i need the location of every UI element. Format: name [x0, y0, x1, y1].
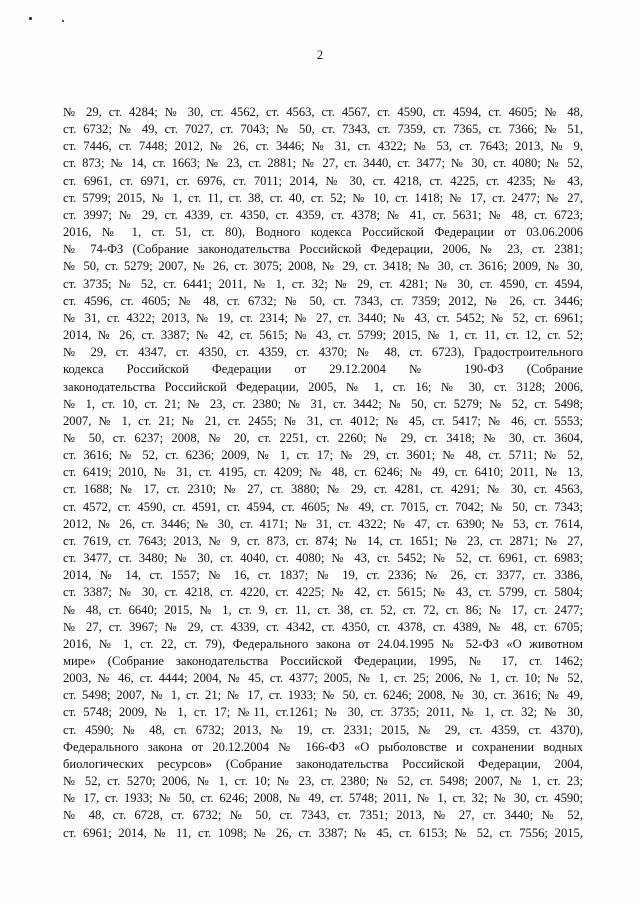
text-line: № 74-ФЗ (Собрание законодательства Российской Федерации, 2006, № 23, ст. 2381; — [63, 242, 583, 257]
text-line: ст. 3997; № 29, ст. 4339, ст. 4350, ст. 4359, ст. 4378; № 41, ст. 5631; № 48, ст. 6723; — [63, 207, 583, 222]
text-line: 2003, № 46, ст. 4444; 2004, № 45, ст. 4377; 2005, № 1, ст. 25; 2006, № 1, ст. 10; № 52, — [63, 671, 583, 686]
text-line: № 50, ст. 6237; 2008, № 20, ст. 2251, ст. 2260; № 29, ст. 3418; № 30, ст. 3604, — [63, 430, 583, 445]
scan-dot-mark — [62, 20, 64, 22]
text-line: ст. 3735; № 52, ст. 6441; 2011, № 1, ст. 32; № 29, ст. 4281; № 30, ст. 4590, ст. 4594, — [63, 276, 583, 291]
text-line: ст. 1688; № 17, ст. 2310; № 27, ст. 3880; № 29, ст. 4281, ст. 4291; № 30, ст. 4563, — [63, 482, 583, 497]
body-paragraph — [63, 104, 583, 842]
text-line: ст. 6419; 2010, № 31, ст. 4195, ст. 4209; № 48, ст. 6246; № 49, ст. 6410; 2011, № 13, — [63, 465, 583, 480]
text-line: 2007, № 1, ст. 21; № 21, ст. 2455; № 31, ст. 4012; № 45, ст. 5417; № 46, ст. 5553; — [63, 413, 583, 428]
text-line: кодекса Российской Федерации от 29.12.2004 № 190-ФЗ (Собрание — [63, 362, 583, 377]
text-line: № 29, ст. 4347, ст. 4350, ст. 4359, ст. 4370; № 48, ст. 6723), Градостроительного — [63, 345, 583, 360]
text-line: № 52, ст. 5270; 2006, № 1, ст. 10; № 23, ст. 2380; № 52, ст. 5498; 2007, № 1, ст. 23; — [63, 774, 583, 789]
text-line: ст. 7446, ст. 7448; 2012, № 26, ст. 3446; № 31, ст. 4322; № 53, ст. 7643; 2013, № 9, — [63, 139, 583, 154]
text-line: № 48, ст. 6728, ст. 6732; № 50, ст. 7343, ст. 7351; 2013, № 27, ст. 3440; № 52, — [63, 808, 583, 823]
page-number: 2 — [316, 48, 324, 62]
text-line: 2016, № 1, ст. 51, ст. 80), Водного кодекса Российской Федерации от 03.06.2006 — [63, 225, 583, 240]
text-line: биологических ресурсов» (Собрание законодательства Российской Федерации, 2004, — [63, 756, 583, 771]
text-line: ст. 4596, ст. 4605; № 48, ст. 6732; № 50, ст. 7343, ст. 7359; 2012, № 26, ст. 3446; — [63, 293, 583, 308]
text-line: ст. 3387; № 30, ст. 4218, ст. 4220, ст. 4225; № 42, ст. 5615; № 43, ст. 5799, ст. 5804; — [63, 585, 583, 600]
text-line: ст. 7619, ст. 7643; 2013, № 9, ст. 873, ст. 874; № 14, ст. 1651; № 23, ст. 2871; № 27, — [63, 533, 583, 548]
text-line: ст. 6961; 2014, № 11, ст. 1098; № 26, ст. 3387; № 45, ст. 6153; № 52, ст. 7556; 2015, — [63, 825, 583, 840]
text-line: 2014, № 26, ст. 3387; № 42, ст. 5615; № 43, ст. 5799; 2015, № 1, ст. 11, ст. 12, ст. 52; — [63, 328, 583, 343]
text-line: 2016, № 1, ст. 22, ст. 79), Федерального закона от 24.04.1995 № 52-ФЗ «О животном — [63, 636, 583, 651]
text-line: № 1, ст. 10, ст. 21; № 23, ст. 2380; № 31, ст. 3442; № 50, ст. 5279; № 52, ст. 5498; — [63, 396, 583, 411]
text-line: ст. 6961, ст. 6971, ст. 6976, ст. 7011; 2014, № 30, ст. 4218, ст. 4225, ст. 4235; № 43, — [63, 173, 583, 188]
text-line: № 31, ст. 4322; 2013, № 19, ст. 2314; № 27, ст. 3440; № 43, ст. 5452; № 52, ст. 6961; — [63, 310, 583, 325]
text-line: Федерального закона от 20.12.2004 № 166-ФЗ «О рыболовстве и сохранении водных — [63, 739, 583, 754]
text-line: ст. 873; № 14, ст. 1663; № 23, ст. 2881; № 27, ст. 3440, ст. 3477; № 30, ст. 4080; № 52, — [63, 156, 583, 171]
text-line: ст. 6732; № 49, ст. 7027, ст. 7043; № 50, ст. 7343, ст. 7359, ст. 7365, ст. 7366; № 51, — [63, 122, 583, 137]
text-line: ст. 5799; 2015, № 1, ст. 11, ст. 38, ст. 40, ст. 52; № 10, ст. 1418; № 17, ст. 2477; № 27, — [63, 190, 583, 205]
text-line: № 29, ст. 4284; № 30, ст. 4562, ст. 4563, ст. 4567, ст. 4590, ст. 4594, ст. 4605; № 48, — [63, 105, 583, 119]
text-line: ст. 4572, ст. 4590, ст. 4591, ст. 4594, ст. 4605; № 49, ст. 7015, ст. 7042; № 50, ст. 7343; — [63, 499, 583, 514]
scan-dot-mark — [29, 17, 32, 20]
text-line: № 17, ст. 1933; № 50, ст. 6246; 2008, № 49, ст. 5748; 2011, № 1, ст. 32; № 30, ст. 4590; — [63, 791, 583, 806]
text-line: 2012, № 26, ст. 3446; № 30, ст. 4171; № 31, ст. 4322; № 47, ст. 6390; № 53, ст. 7614, — [63, 516, 583, 531]
text-line: ст. 3477, ст. 3480; № 30, ст. 4040, ст. 4080; № 43, ст. 5452; № 52, ст. 6961, ст. 6983; — [63, 551, 583, 566]
text-line: ст. 4590; № 48, ст. 6732; 2013, № 19, ст. 2331; 2015, № 29, ст. 4359, ст. 4370), — [63, 722, 583, 737]
text-line: № 50, ст. 5279; 2007, № 26, ст. 3075; 2008, № 29, ст. 3418; № 30, ст. 3616; 2009, № 30, — [63, 259, 583, 274]
text-line: мире» (Собрание законодательства Российской Федерации, 1995, № 17, ст. 1462; — [63, 654, 583, 668]
text-line: № 27, ст. 3967; № 29, ст. 4339, ст. 4342, ст. 4350, ст. 4378, ст. 4389, № 48, ст. 6705; — [63, 619, 583, 634]
text-line: ст. 5748; 2009, № 1, ст. 17; №11, ст.1261; № 30, ст. 3735; 2011, № 1, ст. 32; № 30, — [63, 705, 583, 720]
text-line: ст. 5498; 2007, № 1, ст. 21; № 17, ст. 1933; № 50, ст. 6246; 2008, № 30, ст. 3616; № 49, — [63, 688, 583, 703]
text-line: ст. 3616; № 52, ст. 6236; 2009, № 1, ст. 17; № 29, ст. 3601; № 48, ст. 5711; № 52, — [63, 448, 583, 463]
text-line: законодательства Российской Федерации, 2005, № 1, ст. 16; № 30, ст. 3128; 2006, — [63, 379, 583, 394]
text-line: 2014, № 14, ст. 1557; № 16, ст. 1837; № 19, ст. 2336; № 26, ст. 3377, ст. 3386, — [63, 568, 583, 583]
text-line: № 48, ст. 6640; 2015, № 1, ст. 9, ст. 11, ст. 38, ст. 52, ст. 72, ст. 86; № 17, ст. 2477; — [63, 602, 583, 617]
